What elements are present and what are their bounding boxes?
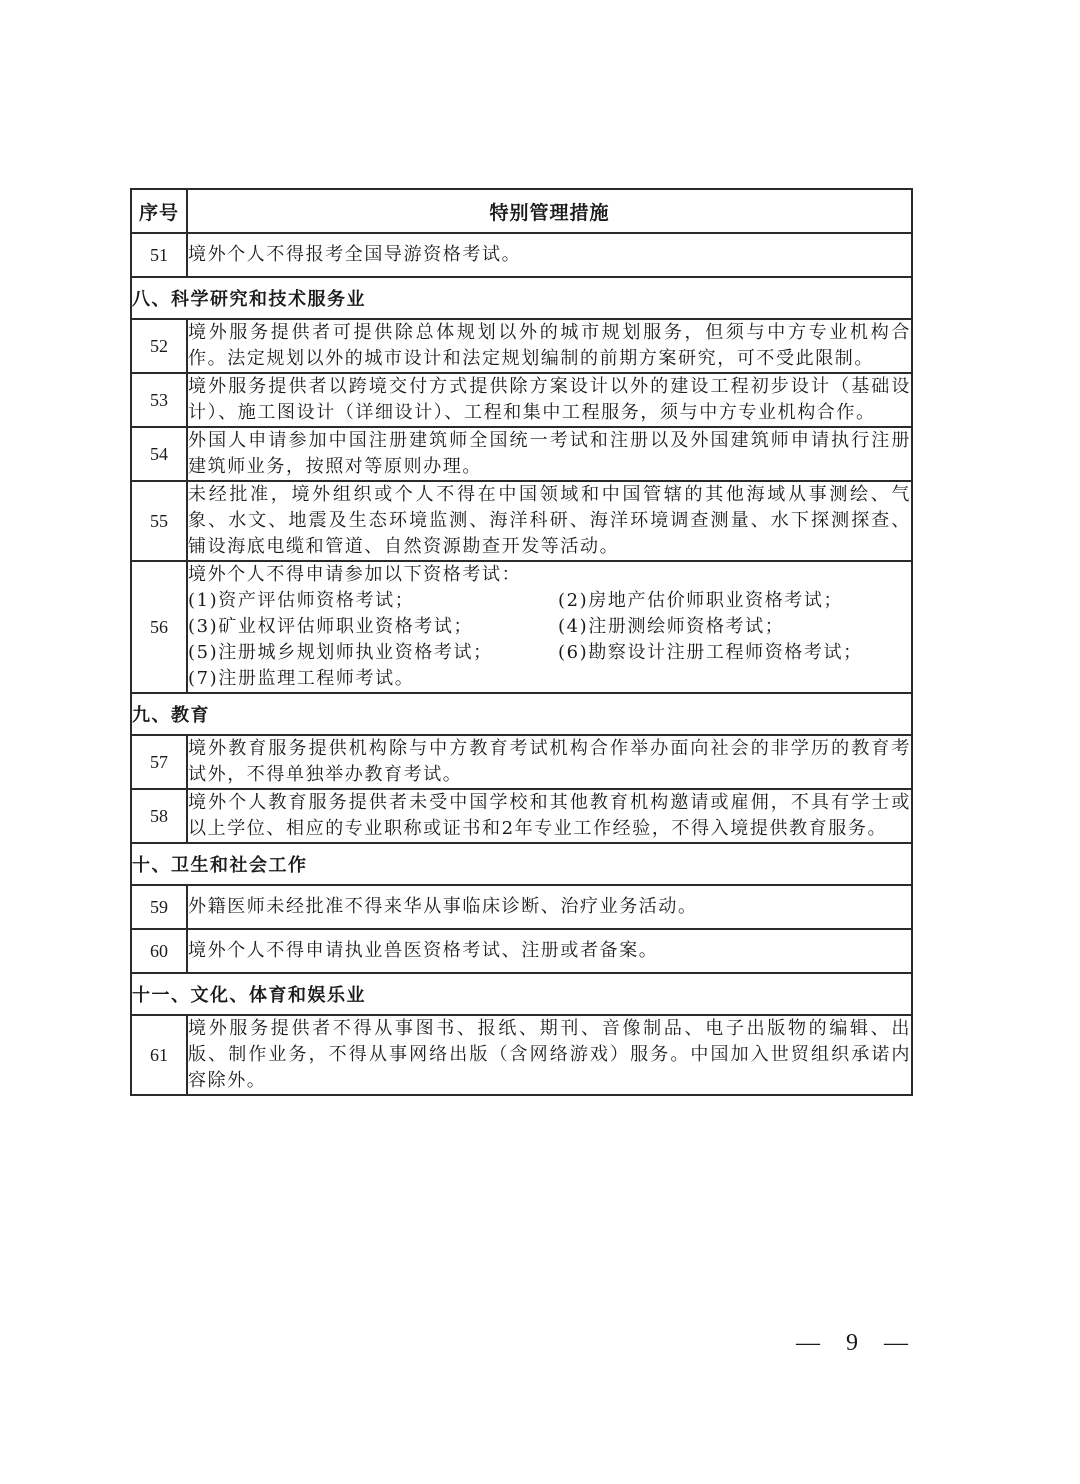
row-number: 57 (131, 735, 187, 789)
row-text: 境外个人教育服务提供者未受中国学校和其他教育机构邀请或雇佣，不具有学士或以上学位、相应的专业职称或证书和2年专业工作经验，不得入境提供教育服务。 (187, 789, 912, 843)
table-row (131, 1015, 912, 1095)
row-number: 52 (131, 319, 187, 373)
row-number: 60 (131, 929, 187, 973)
section-heading: 八、科学研究和技术服务业 (131, 277, 912, 319)
row-text: 未经批准，境外组织或个人不得在中国领域和中国管辖的其他海域从事测绘、气象、水文、地震及生态环境监测、海洋科研、海洋环境调查测量、水下探测探查、铺设海底电缆和管道、自然资源勘查开发等活动。 (187, 481, 912, 561)
table-row (131, 427, 912, 481)
header-special-measures: 特别管理措施 (187, 189, 912, 233)
section-row (131, 693, 912, 735)
section-row (131, 277, 912, 319)
table-row (131, 481, 912, 561)
measures-table (130, 188, 913, 1096)
table-row (131, 233, 912, 277)
row-text: 境外服务提供者不得从事图书、报纸、期刊、音像制品、电子出版物的编辑、出版、制作业务，不得从事网络出版（含网络游戏）服务。中国加入世贸组织承诺内容除外。 (187, 1015, 912, 1095)
row-text: 境外个人不得申请执业兽医资格考试、注册或者备案。 (187, 929, 912, 973)
row-number: 61 (131, 1015, 187, 1095)
row-list-cell (187, 561, 912, 693)
row-number: 51 (131, 233, 187, 277)
table-row (131, 373, 912, 427)
list-item: (4)注册测绘师资格考试； (558, 616, 785, 637)
row-text: 外籍医师未经批准不得来华从事临床诊断、治疗业务活动。 (187, 885, 912, 929)
table-row (131, 885, 912, 929)
table-header-row (131, 189, 912, 233)
row-number: 55 (131, 481, 187, 561)
list-item: (1)资产评估师资格考试； (188, 590, 415, 611)
section-heading: 十一、文化、体育和娱乐业 (131, 973, 912, 1015)
section-row (131, 973, 912, 1015)
row-text: 境外教育服务提供机构除与中方教育考试机构合作举办面向社会的非学历的教育考试外，不得单独举办教育考试。 (187, 735, 912, 789)
section-heading: 十、卫生和社会工作 (131, 843, 912, 885)
list-item: (7)注册监理工程师考试。 (188, 668, 415, 689)
header-serial-number: 序号 (131, 189, 187, 233)
row-text: 境外个人不得报考全国导游资格考试。 (187, 233, 912, 277)
exam-list (188, 588, 911, 692)
row-number: 58 (131, 789, 187, 843)
table-row (131, 789, 912, 843)
list-intro: 境外个人不得申请参加以下资格考试： (188, 564, 522, 585)
row-text: 境外服务提供者以跨境交付方式提供除方案设计以外的建设工程初步设计（基础设计）、施工图设计（详细设计）、工程和集中工程服务，须与中方专业机构合作。 (187, 373, 912, 427)
list-item: (6)勘察设计注册工程师资格考试； (558, 642, 863, 663)
row-text: 境外服务提供者可提供除总体规划以外的城市规划服务，但须与中方专业机构合作。法定规划以外的城市设计和法定规划编制的前期方案研究，可不受此限制。 (187, 319, 912, 373)
page-number: — 9 — (796, 1330, 918, 1356)
list-item: (5)注册城乡规划师执业资格考试； (188, 642, 493, 663)
row-number: 53 (131, 373, 187, 427)
table-row (131, 929, 912, 973)
list-item: (2)房地产估价师职业资格考试； (558, 590, 844, 611)
row-text: 外国人申请参加中国注册建筑师全国统一考试和注册以及外国建筑师申请执行注册建筑师业务，按照对等原则办理。 (187, 427, 912, 481)
table-row (131, 319, 912, 373)
table-row (131, 561, 912, 693)
row-number: 54 (131, 427, 187, 481)
list-item: (3)矿业权评估师职业资格考试； (188, 616, 474, 637)
row-number: 56 (131, 561, 187, 693)
table-row (131, 735, 912, 789)
section-heading: 九、教育 (131, 693, 912, 735)
section-row (131, 843, 912, 885)
row-number: 59 (131, 885, 187, 929)
